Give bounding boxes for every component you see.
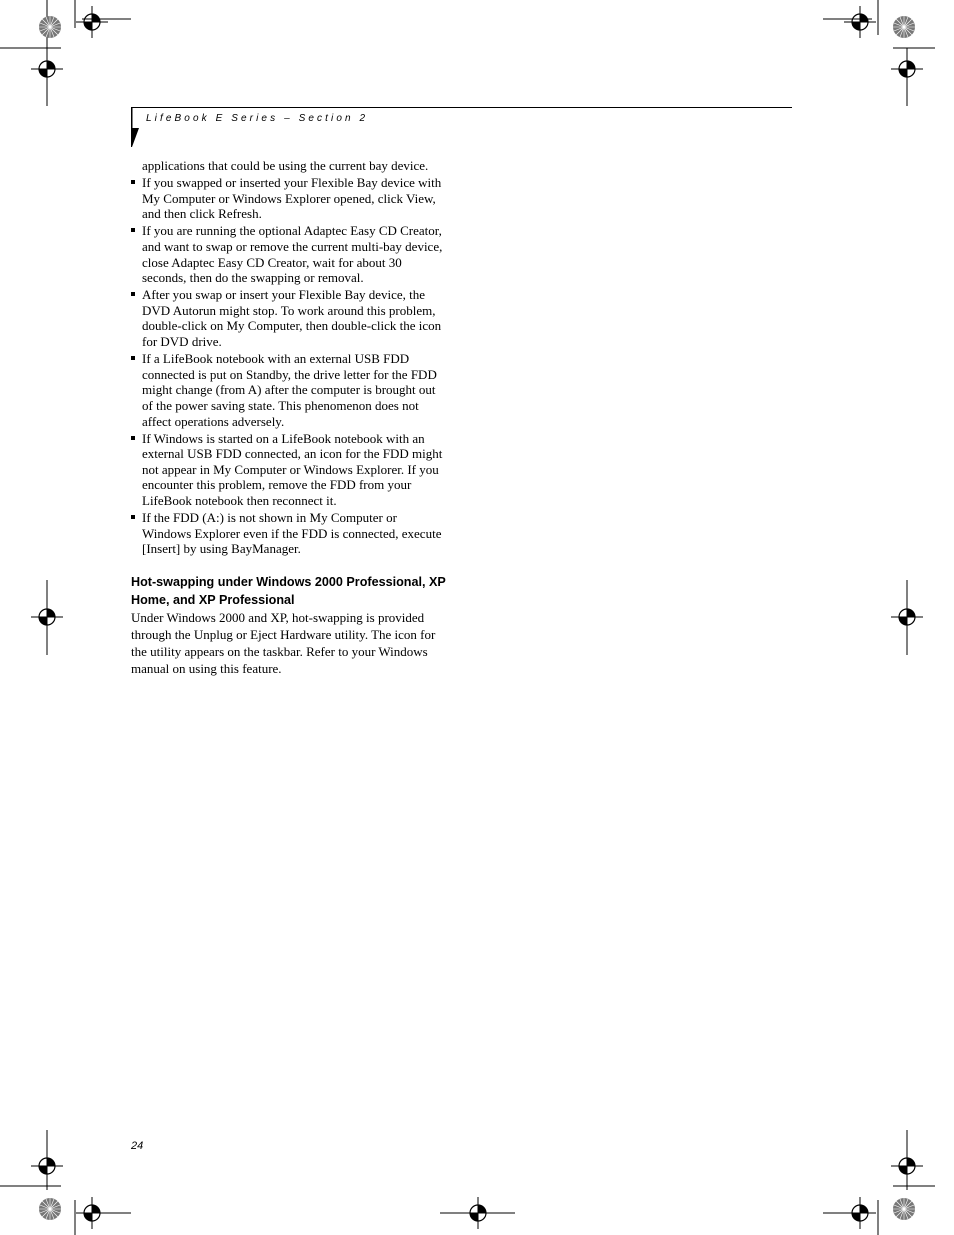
text-column <box>131 158 449 677</box>
list-item-text: If a LifeBook notebook with an external USB FDD connected is put on Standby, the drive letter for the FDD might change (from A) after the computer is brought out of the power saving state. This phenomenon does not affect operations adversely. <box>142 351 437 429</box>
section-heading: Hot-swapping under Windows 2000 Professional, XP Home, and XP Professional <box>131 574 446 607</box>
list-item-text: If you are running the optional Adaptec Easy CD Creator, and want to swap or remove the current multi-bay device, close Adaptec Easy CD Creator, wait for about 30 seconds, then do the swapping or removal. <box>142 223 443 286</box>
bullet-icon <box>131 180 135 184</box>
continued-paragraph: applications that could be using the current bay device. <box>142 158 429 173</box>
registration-mark-icon <box>461 1196 495 1230</box>
list-item-text: After you swap or insert your Flexible Bay device, the DVD Autorun might stop. To work around this problem, double-click on My Computer, then double-click the icon for DVD drive. <box>142 287 442 350</box>
list-item-text: If Windows is started on a LifeBook notebook with an external USB FDD connected, an icon for the FDD might not appear in My Computer or Windows Explorer. If you encounter this problem, remove the FDD from your LifeBook notebook then reconnect it. <box>142 430 443 508</box>
registration-mark-icon <box>75 1196 109 1230</box>
color-wheel-bottom-left-icon <box>37 1196 63 1222</box>
list-item <box>131 223 449 285</box>
bullet-icon <box>131 292 135 296</box>
registration-mark-icon <box>890 52 924 86</box>
list-item <box>131 431 449 509</box>
registration-mark-icon <box>30 1149 64 1183</box>
header-tab-marker <box>131 107 141 149</box>
bullet-icon <box>131 515 135 519</box>
list-item <box>131 175 449 222</box>
list-item <box>131 510 449 557</box>
registration-mark-icon <box>890 600 924 634</box>
bullet-icon <box>131 436 135 440</box>
color-wheel-top-left-icon <box>37 14 63 40</box>
registration-mark-icon <box>75 5 109 39</box>
registration-mark-icon <box>843 5 877 39</box>
list-item-text: If you swapped or inserted your Flexible Bay device with My Computer or Windows Explorer opened, click View, and then click Refresh. <box>142 175 442 222</box>
bullet-icon <box>131 228 135 232</box>
bullet-list <box>131 175 449 557</box>
color-wheel-top-right-icon <box>891 14 917 40</box>
list-item <box>131 287 449 349</box>
page-number: 24 <box>131 1140 144 1152</box>
bullet-icon <box>131 356 135 360</box>
running-head: LifeBook E Series – Section 2 <box>146 113 369 124</box>
registration-mark-icon <box>30 52 64 86</box>
section-body: Under Windows 2000 and XP, hot-swapping is provided through the Unplug or Eject Hardware utility. The icon for the utility appears on the taskbar. Refer to your Windows manual on using this feature. <box>131 609 436 676</box>
header-rule <box>131 107 792 108</box>
registration-mark-icon <box>890 1149 924 1183</box>
list-item-text: If the FDD (A:) is not shown in My Computer or Windows Explorer even if the FDD is connected, execute [Insert] by using BayManager. <box>142 510 442 557</box>
registration-mark-icon <box>843 1196 877 1230</box>
registration-mark-icon <box>30 600 64 634</box>
list-item <box>131 351 449 429</box>
color-wheel-bottom-right-icon <box>891 1196 917 1222</box>
